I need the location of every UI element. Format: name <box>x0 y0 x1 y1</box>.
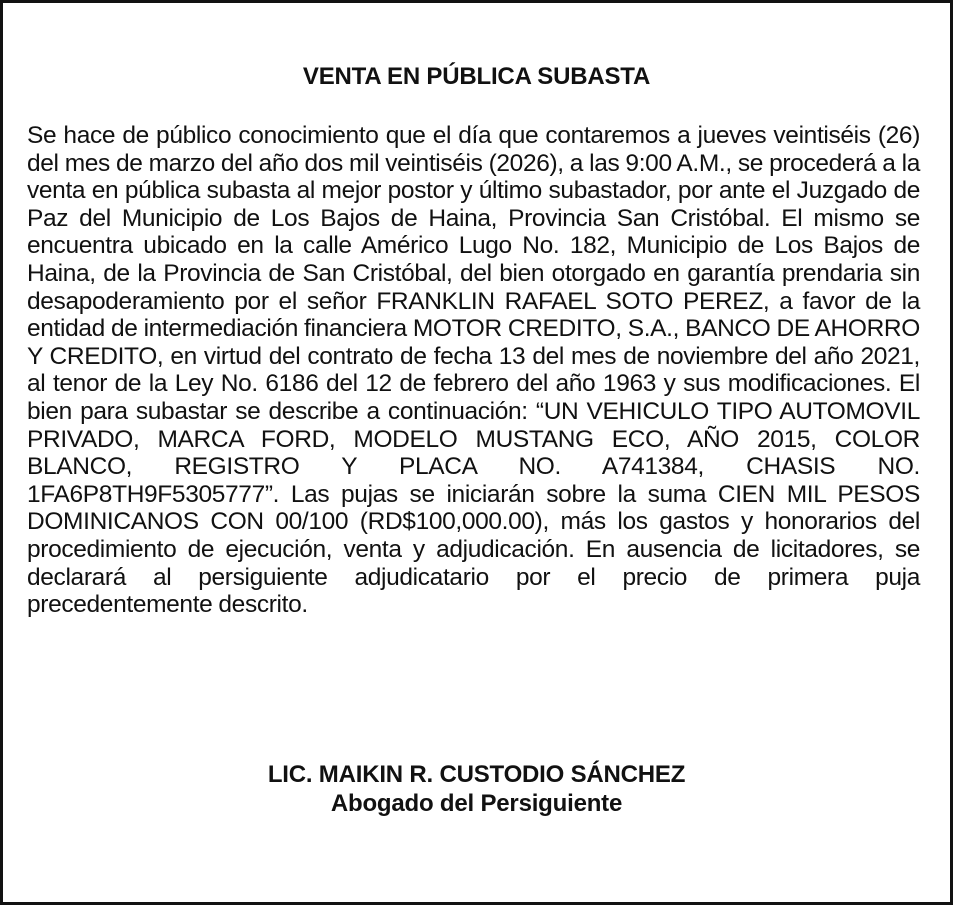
signature-name: LIC. MAIKIN R. CUSTODIO SÁNCHEZ <box>267 761 686 788</box>
signature-role: Abogado del Persiguiente <box>330 790 623 817</box>
notice-title: VENTA EN PÚBLICA SUBASTA <box>302 63 651 90</box>
signature-block <box>3 760 950 818</box>
notice-body: Se hace de público conocimiento que el día que contaremos a jueves veintiséis (26) del mes de marzo del año dos mil veintiséis (2026), a las 9:00 A.M., se procederá a la venta en pública subasta al mejor postor y último subastador, por ante el Juzgado de Paz del Municipio de Los Bajos de Haina, Provincia San Cristóbal. El mismo se encuentra ubicado en la calle Américo Lugo No. 182, Municipio de Los Bajos de Haina, de la Provincia de San Cristóbal, del bien otorgado en garantía prendaria sin desapoderamiento por el señor FRANKLIN RAFAEL SOTO PEREZ, a favor de la entidad de intermediación financiera MOTOR CREDITO, S.A., BANCO DE AHORRO Y CREDITO, en virtud del contrato de fecha 13 del mes de noviembre del año 2021, al tenor de la Ley No. 6186 del 12 de febrero del año 1963 y sus modificaciones. El bien para subastar se describe a continuación: “UN VEHICULO TIPO AUTOMOVIL PRIVADO, MARCA FORD, MODELO MUSTANG ECO, AÑO 2015, COLOR BLANCO, REGISTRO Y PLACA NO. A741384, CHASIS NO. 1FA6P8TH9F5305777”. Las pujas se iniciarán sobre la suma CIEN MIL PESOS DOMINICANOS CON 00/100 (RD$100,000.00), más los gastos y honorarios del procedimiento de ejecución, venta y adjudicación. En ausencia de licitadores, se declarará al persiguiente adjudicatario por el precio de primera puja precedentemente descrito. <box>27 122 920 619</box>
